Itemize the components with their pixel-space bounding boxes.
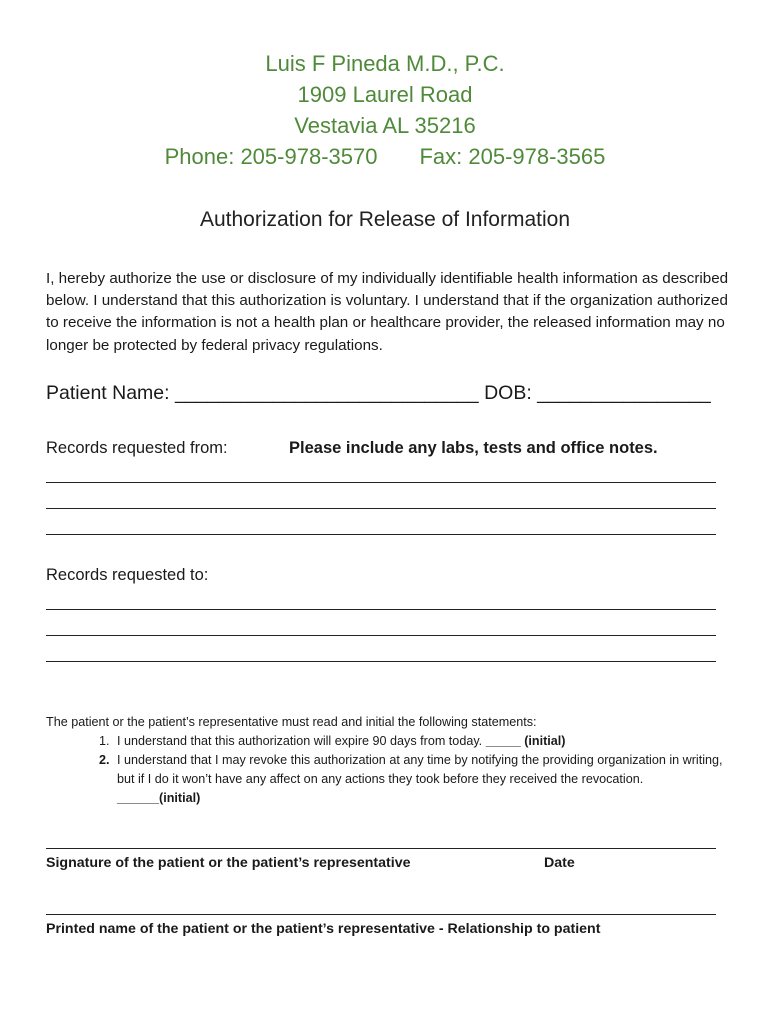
records-to-label: Records requested to:: [46, 566, 209, 584]
address-line-2: Vestavia AL 35216: [294, 113, 476, 138]
initial-field[interactable]: _____ (initial): [485, 734, 566, 748]
records-to-line-2[interactable]: [46, 635, 716, 636]
practice-header: [0, 48, 770, 172]
records-to-line-3[interactable]: [46, 661, 716, 662]
records-from-row: [46, 436, 736, 460]
records-from-label: Records requested from:: [46, 439, 228, 457]
authorization-statement: I, hereby authorize the use or disclosure of my individually identifiable health information as described below. I understand that this authorization is voluntary. I understand that if the organization authorized to receive the information is not a health plan or healthcare provider, the released information may no longer be protected by federal privacy regulations.: [46, 270, 729, 354]
statement-item: [113, 732, 726, 751]
address-line-1: 1909 Laurel Road: [297, 82, 473, 107]
statements-intro: The patient or the patient’s representative must read and initial the following statements:: [46, 715, 537, 729]
records-to-line-1[interactable]: [46, 609, 716, 610]
form-title: Authorization for Release of Information: [199, 208, 571, 231]
records-note: Please include any labs, tests and office notes.: [289, 439, 658, 457]
printed-name-line[interactable]: [46, 914, 716, 915]
initial-field[interactable]: ______(initial): [117, 791, 201, 805]
statement-text: I understand that I may revoke this authorization at any time by notifying the providing organization in writing, but if I do it won’t have any affect on any actions they took before they received the revocation.: [117, 753, 723, 786]
contact-line: [0, 141, 770, 172]
phone-number: Phone: 205-978-3570: [164, 144, 378, 169]
records-from-line-1[interactable]: [46, 482, 716, 483]
acknowledgement-statements: [46, 713, 726, 808]
patient-name-field[interactable]: Patient Name: ____________________________: [46, 382, 479, 404]
dob-field[interactable]: DOB: ________________: [484, 382, 711, 404]
patient-info-row: [46, 379, 736, 407]
date-label: Date: [544, 855, 575, 871]
statement-text: I understand that this authorization will expire 90 days from today.: [117, 734, 486, 748]
fax-number: Fax: 205-978-3565: [419, 144, 606, 169]
signature-label: Signature of the patient or the patient’s representative: [46, 855, 411, 871]
signature-line[interactable]: [46, 848, 716, 849]
statement-item: [113, 751, 726, 808]
records-from-line-3[interactable]: [46, 534, 716, 535]
practice-name: Luis F Pineda M.D., P.C.: [265, 51, 505, 76]
records-from-line-2[interactable]: [46, 508, 716, 509]
printed-name-label: Printed name of the patient or the patient’s representative - Relationship to patient: [46, 921, 601, 937]
statements-list: [46, 732, 726, 808]
